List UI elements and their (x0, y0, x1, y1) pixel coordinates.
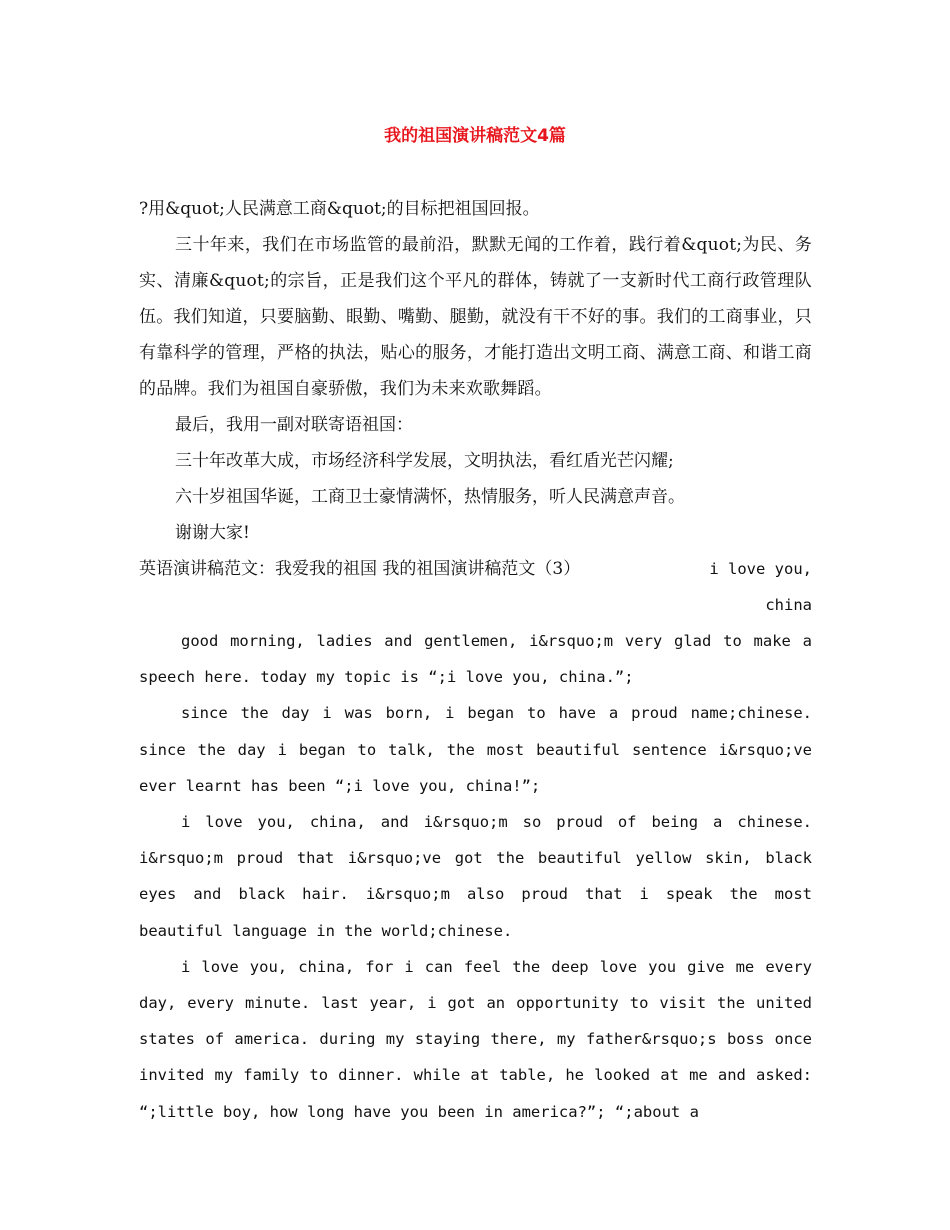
section-heading-cn: 英语演讲稿范文：我爱我的祖国 我的祖国演讲稿范文（3） (139, 559, 581, 579)
en-paragraph: since the day i was born, i began to have a proud name;chinese. since the day i began to talk, the most beautiful sentence i&rsquo;ve ever learnt has been “;i love you, china!”; (139, 704, 812, 795)
section-heading-en: i love you, china (709, 560, 812, 614)
en-paragraph: good morning, ladies and gentlemen, i&rsquo;m very glad to make a speech here. today my topic is “;i love you, china.”; (139, 632, 812, 687)
en-paragraph: i love you, china, for i can feel the deep love you give me every day, every minute. last year, i got an opportunity to visit the united states of america. during my staying there, my father&rsquo;s boss once invited my family to dinner. while at table, he looked at me and asked: “;little boy, how long have you been in america?”; “;about a (139, 957, 812, 1121)
paragraph: 最后，我用一副对联寄语祖国： (175, 415, 413, 435)
en-paragraph: i love you, china, and i&rsquo;m so proud of being a chinese. i&rsquo;m proud that i&rsquo;ve got the beautiful yellow skin, black eyes and black hair. i&rsquo;m also proud that i speak the most beautiful language in the world;chinese. (139, 813, 812, 940)
paragraph: 谢谢大家! (175, 523, 250, 543)
paragraph: 三十年改革大成，市场经济科学发展，文明执法，看红盾光芒闪耀; (175, 451, 674, 471)
document-body (139, 191, 812, 1130)
paragraph: ?用&quot;人民满意工商&quot;的目标把祖国回报。 (139, 199, 540, 219)
paragraph: 三十年来，我们在市场监管的最前沿，默默无闻的工作着，践行着&quot;为民、务实、清廉&quot;的宗旨，正是我们这个平凡的群体，铸就了一支新时代工商行政管理队伍。我们知道，只要脑勤、眼勤、嘴勤、腿勤，就没有干不好的事。我们的工商事业，只有靠科学的管理，严格的执法，贴心的服务，才能打造出文明工商、满意工商、和谐工商的品牌。我们为祖国自豪骄傲，我们为未来欢歌舞蹈。 (139, 235, 812, 399)
section-heading (139, 551, 812, 623)
paragraph: 六十岁祖国华诞，工商卫士豪情满怀，热情服务，听人民满意声音。 (175, 487, 685, 507)
document-title: 我的祖国演讲稿范文4篇 (384, 126, 566, 146)
